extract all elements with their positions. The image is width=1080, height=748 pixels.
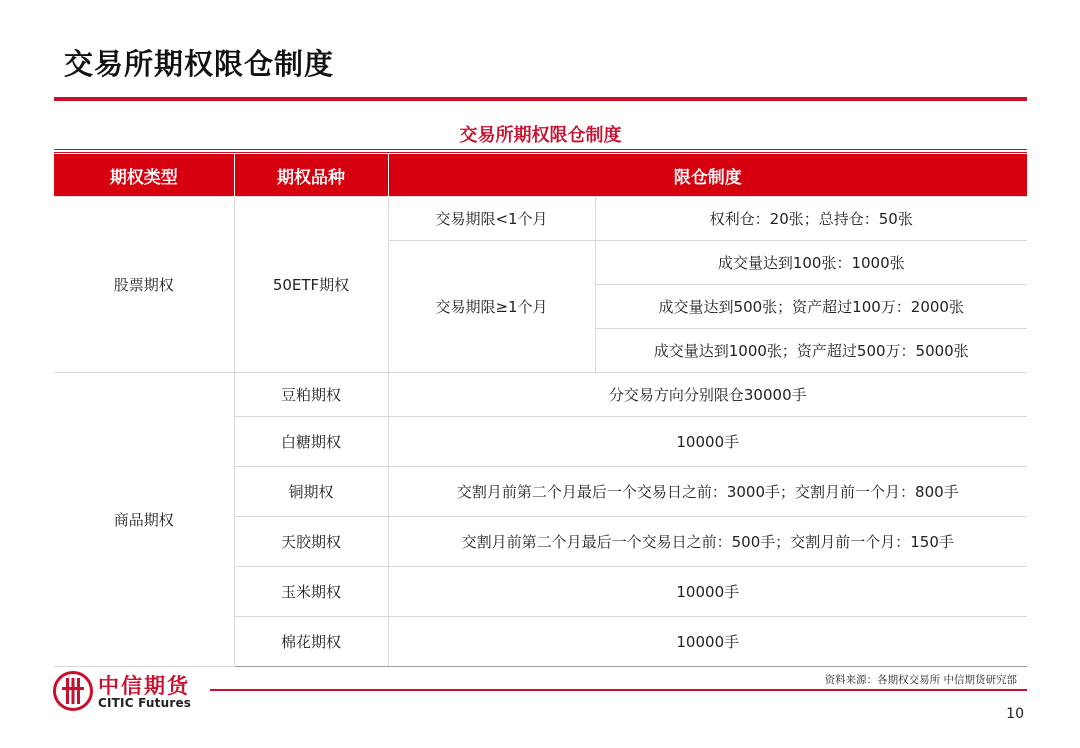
- title-divider: [54, 97, 1027, 101]
- commodity-rule-cell: 10000手: [388, 617, 1027, 667]
- commodity-rule-cell: 交割月前第二个月最后一个交易日之前：3000手；交割月前一个月：800手: [388, 467, 1027, 517]
- commodity-variety-cell: 棉花期权: [234, 617, 388, 667]
- page-number: 10: [1006, 706, 1024, 722]
- term-long-rule-cell: 成交量达到500张；资产超过100万：2000张: [595, 285, 1027, 329]
- logo-chinese-name: 中信期货: [98, 674, 190, 698]
- commodity-variety-cell: 玉米期权: [234, 567, 388, 617]
- commodity-rule-cell: 10000手: [388, 567, 1027, 617]
- commodity-variety-cell: 天胶期权: [234, 517, 388, 567]
- commodity-rule-cell: 分交易方向分别限仓30000手: [388, 373, 1027, 417]
- table-header-row: [54, 154, 1027, 197]
- table-caption: 交易所期权限仓制度: [459, 125, 622, 146]
- term-long-cell: 交易期限≥1个月: [388, 241, 595, 373]
- term-long-rule-cell: 成交量达到100张：1000张: [595, 241, 1027, 285]
- caption-divider-bottom: [54, 152, 1027, 153]
- commodity-option-type-cell: 商品期权: [54, 373, 234, 667]
- term-long-rule-cell: 成交量达到1000张；资产超过500万：5000张: [595, 329, 1027, 373]
- header-option-type: 期权类型: [54, 154, 234, 197]
- table-row: [54, 197, 1027, 241]
- stock-option-variety-cell: 50ETF期权: [234, 197, 388, 373]
- table-row: [54, 373, 1027, 417]
- header-limit-rule: 限仓制度: [388, 154, 1027, 197]
- logo-english-name: CITIC Futures: [98, 696, 192, 710]
- term-short-rule-cell: 权利仓：20张；总持仓：50张: [595, 197, 1027, 241]
- citic-logo-icon: [52, 670, 94, 712]
- commodity-variety-cell: 豆粕期权: [234, 373, 388, 417]
- commodity-rule-cell: 交割月前第二个月最后一个交易日之前：500手；交割月前一个月：150手: [388, 517, 1027, 567]
- page-title: 交易所期权限仓制度: [64, 47, 335, 81]
- position-limit-table: [54, 154, 1027, 667]
- commodity-variety-cell: 白糖期权: [234, 417, 388, 467]
- footer-divider: [210, 689, 1027, 691]
- header-option-variety: 期权品种: [234, 154, 388, 197]
- commodity-variety-cell: 铜期权: [234, 467, 388, 517]
- caption-divider-top: [54, 149, 1027, 150]
- stock-option-type-cell: 股票期权: [54, 197, 234, 373]
- commodity-rule-cell: 10000手: [388, 417, 1027, 467]
- source-note: 资料来源：各期权交易所 中信期货研究部: [824, 674, 1017, 686]
- term-short-cell: 交易期限<1个月: [388, 197, 595, 241]
